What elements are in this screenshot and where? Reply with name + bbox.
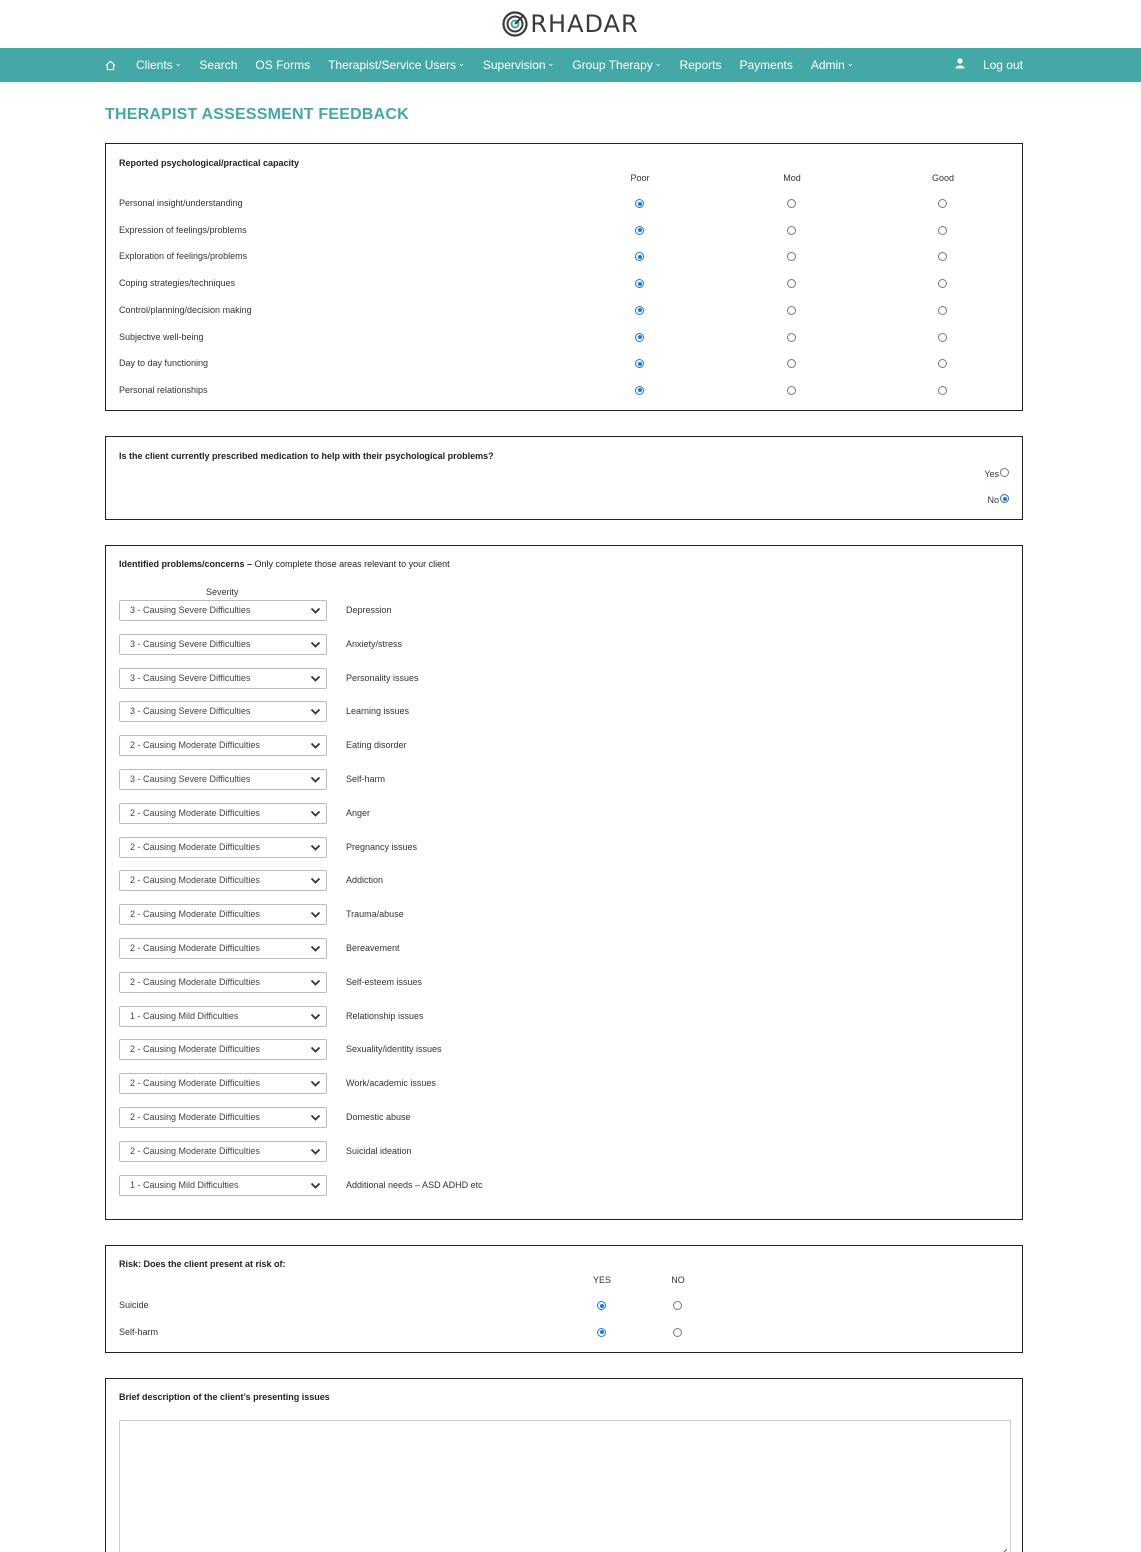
problem-label: Relationship issues [346, 1010, 424, 1021]
severity-value: 1 - Causing Mild Difficulties [130, 1179, 239, 1190]
nav-reports[interactable] [679, 58, 721, 72]
medication-yes-radio[interactable] [1000, 468, 1009, 477]
severity-select[interactable] [119, 904, 327, 925]
capacity-row-label: Control/planning/decision making [119, 304, 252, 315]
caret-down-icon: ⌄ [458, 58, 465, 68]
nav-label: Payments [739, 58, 793, 72]
capacity-radio-good[interactable] [938, 359, 947, 368]
severity-select[interactable] [119, 803, 327, 824]
problem-label: Personality issues [346, 672, 419, 683]
chevron-down-icon [310, 1146, 321, 1157]
severity-value: 2 - Causing Moderate Difficulties [130, 841, 260, 852]
logo-text: RHADAR [530, 10, 639, 38]
caret-down-icon: ⌄ [654, 58, 662, 68]
chevron-down-icon [310, 706, 321, 717]
severity-value: 2 - Causing Moderate Difficulties [130, 1044, 260, 1055]
capacity-row-label: Subjective well-being [119, 331, 204, 342]
severity-select[interactable] [119, 1175, 327, 1196]
severity-select[interactable] [119, 1107, 327, 1128]
capacity-radio-good[interactable] [938, 199, 947, 208]
chevron-down-icon [310, 808, 321, 819]
severity-select[interactable] [119, 1006, 327, 1027]
logout-link[interactable]: Log out [982, 58, 1023, 72]
description-textarea[interactable] [119, 1420, 1011, 1552]
capacity-row-label: Day to day functioning [119, 358, 209, 369]
capacity-radio-good[interactable] [938, 226, 947, 235]
severity-select[interactable] [119, 600, 327, 621]
capacity-radio-poor[interactable] [635, 279, 644, 288]
risk-no-header: NO [671, 1275, 685, 1285]
severity-select[interactable] [119, 769, 327, 790]
risk-radio-yes[interactable] [597, 1328, 606, 1337]
problem-label: Domestic abuse [346, 1112, 411, 1122]
problem-label: Anger [346, 807, 371, 818]
capacity-row-label: Coping strategies/techniques [119, 278, 236, 289]
problem-label: Anxiety/stress [346, 638, 403, 649]
severity-value: 2 - Causing Moderate Difficulties [130, 943, 260, 953]
problem-label: Additional needs – ASD ADHD etc [346, 1179, 483, 1190]
medication-panel [105, 436, 1023, 520]
problem-label: Suicidal ideation [346, 1145, 412, 1156]
medication-no-label: No [987, 495, 999, 505]
chevron-down-icon [310, 1044, 321, 1055]
severity-select[interactable] [119, 1073, 327, 1094]
capacity-panel [105, 143, 1023, 411]
problem-label: Trauma/abuse [346, 909, 404, 920]
severity-select[interactable] [119, 634, 327, 655]
capacity-col-mod: Mod [783, 173, 801, 183]
nav-clients[interactable] [136, 58, 181, 72]
nav-label: Therapist/Service Users [328, 58, 457, 72]
severity-value: 2 - Causing Moderate Difficulties [130, 976, 260, 987]
caret-down-icon: ⌄ [547, 58, 555, 68]
caret-down-icon: ⌄ [174, 58, 182, 68]
chevron-down-icon [310, 1011, 321, 1022]
nav-label: Supervision [482, 58, 546, 72]
chevron-down-icon [310, 740, 321, 751]
risk-row-label: Self-harm [119, 1326, 159, 1337]
capacity-row-label: Expression of feelings/problems [119, 224, 247, 235]
problem-label: Eating disorder [346, 740, 407, 751]
severity-value: 2 - Causing Moderate Difficulties [130, 1145, 260, 1156]
capacity-radio-mod[interactable] [787, 279, 796, 288]
nav-label: Admin [810, 58, 845, 72]
nav-os-forms[interactable] [255, 58, 310, 72]
severity-select[interactable] [119, 1039, 327, 1060]
severity-value: 3 - Causing Severe Difficulties [130, 605, 251, 615]
nav-search[interactable] [199, 58, 237, 72]
risk-row-label: Suicide [119, 1300, 149, 1310]
severity-value: 1 - Causing Mild Difficulties [130, 1010, 239, 1021]
problems-subtitle: Only complete those areas relevant to your client [254, 559, 450, 569]
description-panel [105, 1378, 1023, 1552]
capacity-radio-good[interactable] [938, 333, 947, 342]
capacity-radio-poor[interactable] [635, 333, 644, 342]
nav-therapist-service-users[interactable] [328, 58, 465, 72]
capacity-title: Reported psychological/practical capacity [119, 158, 300, 168]
chevron-down-icon [310, 639, 321, 650]
nav-supervision[interactable] [483, 58, 554, 72]
problem-label: Sexuality/identity issues [346, 1044, 442, 1055]
capacity-radio-good[interactable] [938, 306, 947, 315]
capacity-row-label: Personal relationships [119, 384, 208, 395]
severity-select[interactable] [119, 972, 327, 993]
chevron-down-icon [310, 943, 321, 954]
severity-select[interactable] [119, 870, 327, 891]
severity-value: 2 - Causing Moderate Difficulties [130, 909, 260, 920]
chevron-down-icon [310, 1180, 321, 1191]
problem-label: Addiction [346, 875, 384, 886]
risk-yes-header: YES [592, 1275, 612, 1285]
capacity-radio-poor[interactable] [635, 226, 644, 235]
capacity-radio-mod[interactable] [787, 252, 796, 261]
caret-down-icon: ⌄ [846, 58, 854, 68]
capacity-radio-mod[interactable] [787, 359, 796, 368]
main-navbar [0, 48, 1141, 82]
chevron-down-icon [310, 909, 321, 920]
capacity-col-poor: Poor [630, 173, 650, 183]
chevron-down-icon [310, 977, 321, 988]
nav-label: Group Therapy [572, 58, 653, 72]
severity-select[interactable] [119, 938, 327, 959]
problem-label: Learning issues [346, 706, 410, 717]
risk-radio-no[interactable] [673, 1328, 682, 1337]
capacity-radio-poor[interactable] [635, 252, 644, 261]
medication-no-radio[interactable] [1000, 494, 1009, 503]
capacity-radio-poor[interactable] [635, 306, 644, 315]
description-title: Brief description of the client’s presenting issues [119, 1392, 330, 1402]
severity-value: 3 - Causing Severe Difficulties [130, 706, 251, 717]
severity-value: 3 - Causing Severe Difficulties [130, 638, 251, 649]
nav-admin[interactable] [811, 58, 854, 72]
problem-label: Work/academic issues [346, 1078, 436, 1089]
problem-label: Depression [346, 605, 392, 615]
capacity-col-good: Good [931, 173, 955, 183]
nav-label: Reports [679, 58, 722, 72]
chevron-down-icon [310, 673, 321, 684]
capacity-radio-mod[interactable] [787, 386, 796, 395]
capacity-radio-mod[interactable] [787, 199, 796, 208]
nav-group-therapy[interactable] [572, 58, 661, 72]
capacity-row-label: Personal insight/understanding [119, 198, 243, 208]
chevron-down-icon [310, 1112, 321, 1123]
page-title: THERAPIST ASSESSMENT FEEDBACK [105, 106, 409, 123]
problems-title-text: Identified problems/concerns – [119, 559, 253, 569]
nav-payments[interactable] [739, 58, 792, 72]
resize-handle-icon[interactable] [998, 1547, 1008, 1552]
chevron-down-icon [310, 605, 321, 616]
severity-value: 2 - Causing Moderate Difficulties [130, 807, 260, 818]
medication-question: Is the client currently prescribed medication to help with their psychological problems? [119, 451, 494, 461]
chevron-down-icon [310, 842, 321, 853]
logo[interactable] [502, 10, 638, 38]
severity-value: 2 - Causing Moderate Difficulties [130, 1112, 260, 1122]
chevron-down-icon [310, 875, 321, 886]
problems-title [119, 559, 450, 569]
severity-select[interactable] [119, 668, 327, 689]
radar-logo-icon [502, 11, 528, 37]
header [0, 0, 1141, 48]
capacity-radio-poor[interactable] [635, 199, 644, 208]
chevron-down-icon [310, 774, 321, 785]
nav-label: Clients [136, 58, 173, 72]
capacity-radio-good[interactable] [938, 279, 947, 288]
severity-select[interactable] [119, 735, 327, 756]
severity-value: 3 - Causing Severe Difficulties [130, 774, 251, 784]
user-icon[interactable] [955, 58, 965, 72]
capacity-radio-mod[interactable] [787, 306, 796, 315]
nav-label: OS Forms [255, 58, 311, 72]
severity-select[interactable] [119, 701, 327, 722]
risk-title: Risk: Does the client present at risk of: [119, 1259, 286, 1269]
capacity-radio-mod[interactable] [787, 226, 796, 235]
capacity-radio-poor[interactable] [635, 386, 644, 395]
risk-radio-no[interactable] [673, 1301, 682, 1310]
nav-label: Search [199, 58, 238, 72]
capacity-row-label: Exploration of feelings/problems [119, 251, 248, 262]
medication-yes-label: Yes [984, 469, 999, 479]
severity-select[interactable] [119, 1141, 327, 1162]
severity-value: 2 - Causing Moderate Difficulties [130, 875, 260, 886]
severity-header: Severity [206, 587, 239, 597]
chevron-down-icon [310, 1078, 321, 1089]
capacity-radio-good[interactable] [938, 386, 947, 395]
capacity-radio-good[interactable] [938, 252, 947, 261]
problems-panel [105, 545, 1023, 1220]
problem-label: Bereavement [346, 943, 400, 953]
severity-value: 2 - Causing Moderate Difficulties [130, 1078, 260, 1089]
problem-label: Pregnancy issues [346, 841, 418, 852]
problem-label: Self-esteem issues [346, 976, 423, 987]
severity-select[interactable] [119, 837, 327, 858]
capacity-radio-mod[interactable] [787, 333, 796, 342]
severity-value: 3 - Causing Severe Difficulties [130, 672, 251, 683]
risk-panel [105, 1245, 1023, 1353]
capacity-radio-poor[interactable] [635, 359, 644, 368]
risk-radio-yes[interactable] [597, 1301, 606, 1310]
problem-label: Self-harm [346, 774, 386, 784]
home-icon[interactable] [105, 60, 116, 71]
severity-value: 2 - Causing Moderate Difficulties [130, 740, 260, 751]
